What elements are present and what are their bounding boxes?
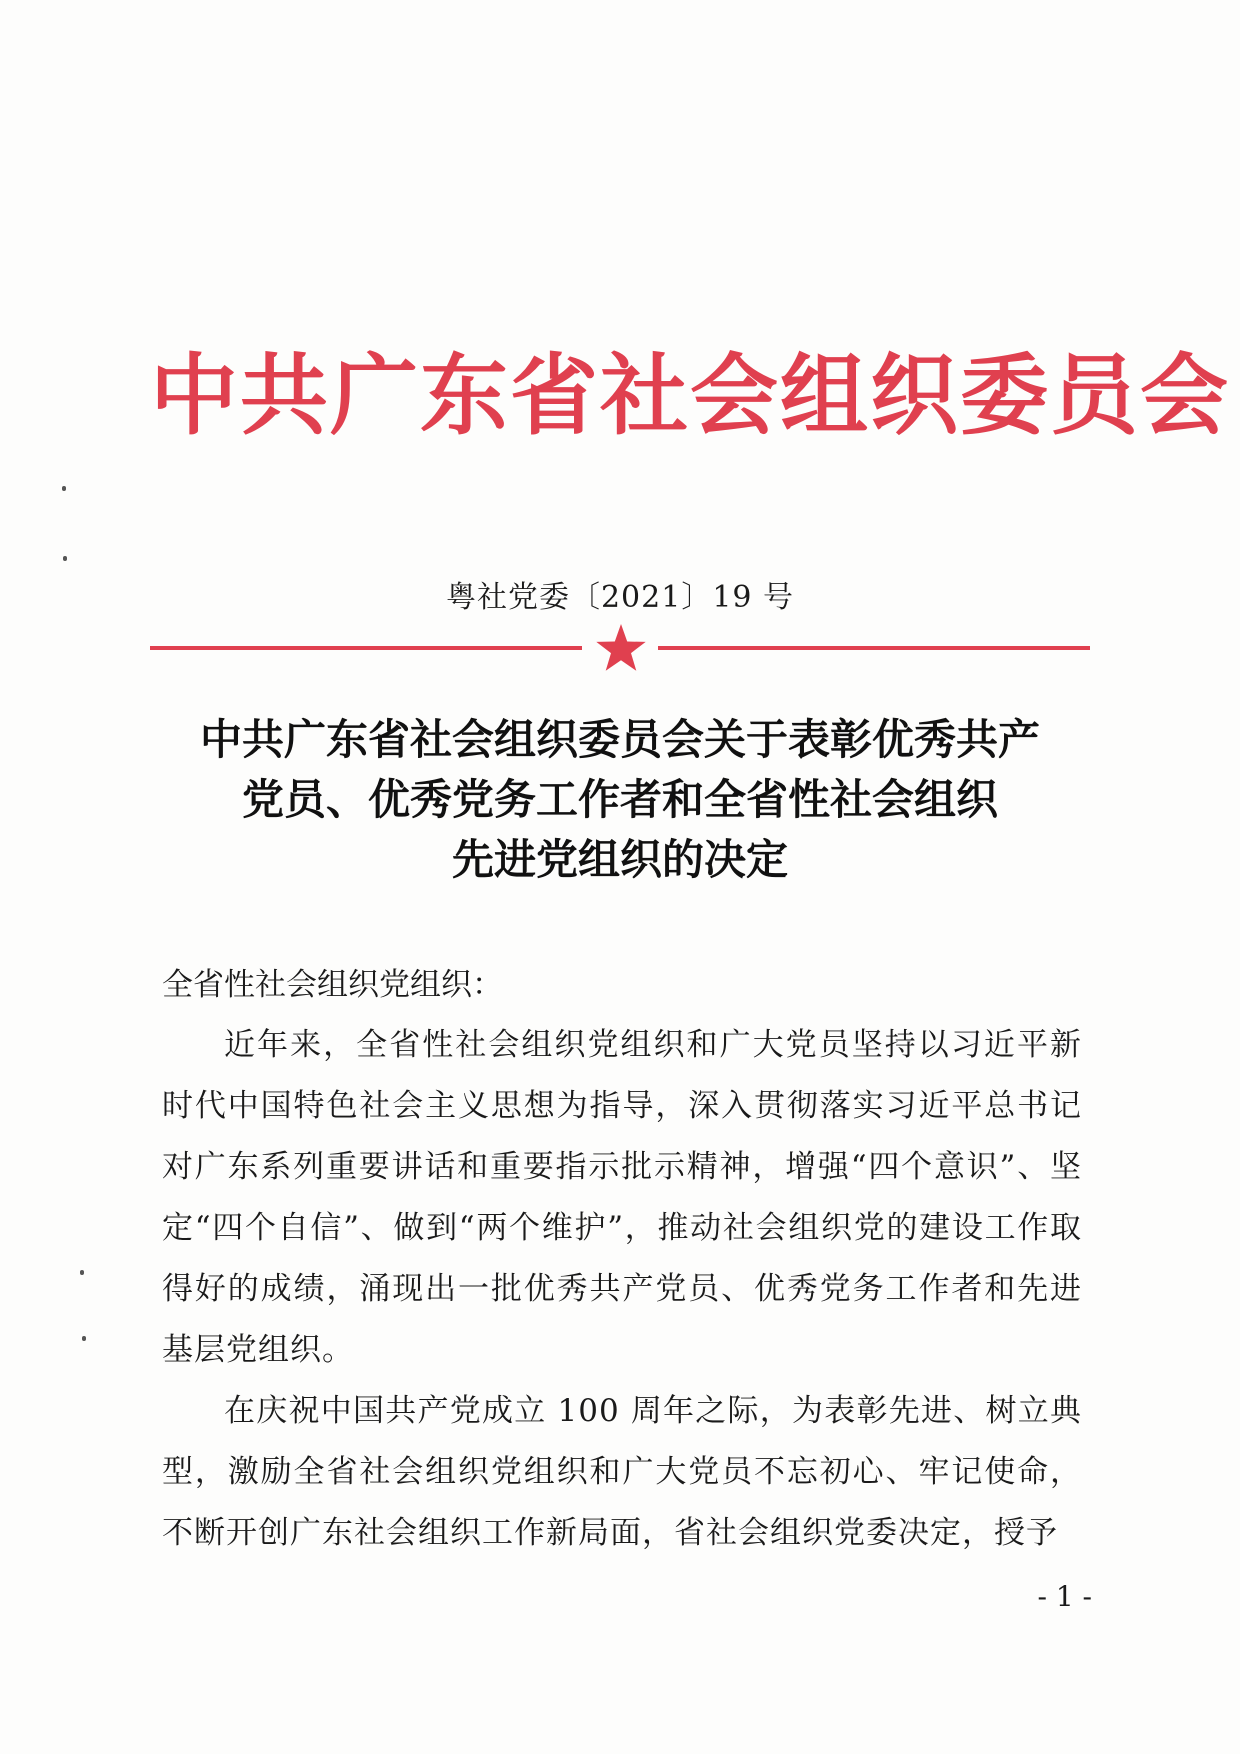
scan-speck (62, 486, 66, 491)
scan-speck (82, 1336, 86, 1341)
scan-speck (63, 556, 67, 561)
red-masthead: 中共广东省社会组织委员会 (150, 343, 1231, 447)
document-body (162, 1015, 1082, 1564)
body-paragraph-2: 在庆祝中国共产党成立 100 周年之际，为表彰先进、树立典型，激励全省社会组织党组织和广大党员不忘初心、牢记使命，不断开创广东社会组织工作新局面，省社会组织党委决定，授予 (162, 1393, 1082, 1551)
document-title (150, 710, 1090, 890)
document-number: 粤社党委〔2021〕19 号 (445, 580, 795, 615)
salutation: 全省性社会组织党组织： (162, 967, 503, 1003)
scan-speck (80, 1270, 84, 1275)
title-line-1: 中共广东省社会组织委员会关于表彰优秀共产 (199, 715, 1040, 764)
body-paragraph-1: 近年来，全省性社会组织党组织和广大党员坚持以习近平新时代中国特色社会主义思想为指导，深入贯彻落实习近平总书记对广东系列重要讲话和重要指示批示精神，增强“四个意识”、坚定“四个自信”、做到“两个维护”，推动社会组织党的建设工作取得好的成绩，涌现出一批优秀共产党员、优秀党务工作者和先进基层党组织。 (162, 1027, 1082, 1368)
page-number: - 1 - (1037, 1580, 1092, 1613)
title-line-2: 党员、优秀党务工作者和全省性社会组织 (241, 775, 998, 824)
title-line-3: 先进党组织的决定 (451, 835, 788, 884)
red-divider (150, 622, 1090, 672)
divider-line-left (150, 646, 582, 650)
divider-line-right (658, 646, 1090, 650)
red-star-icon (595, 622, 647, 674)
